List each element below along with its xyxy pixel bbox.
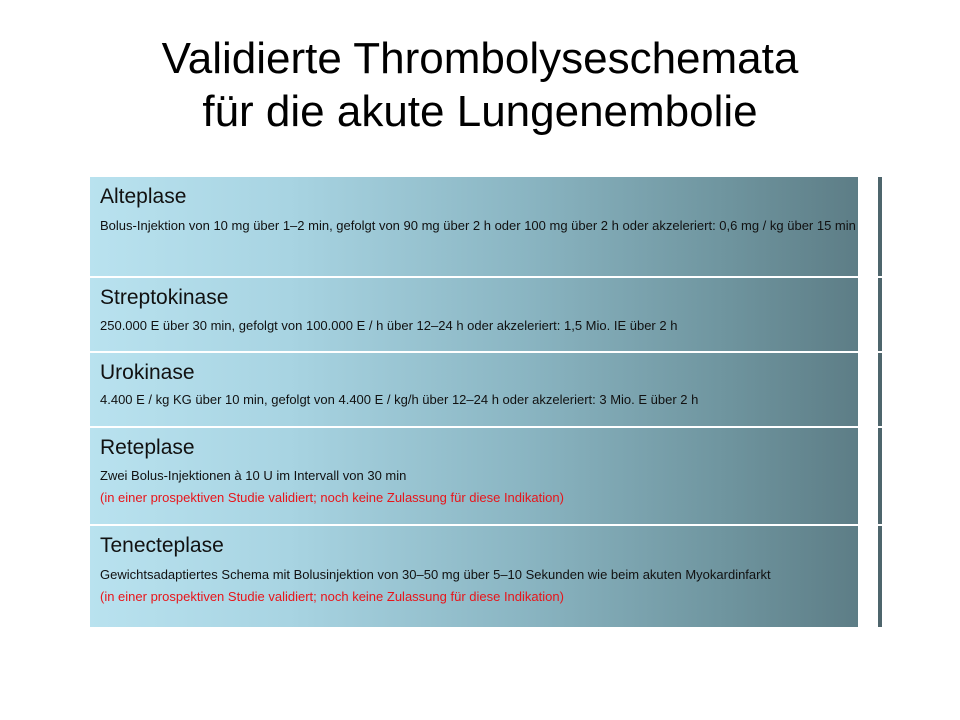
slide-title-line-1: Validierte Thrombolyseschemata [161, 34, 799, 83]
schema-row-reteplase [90, 428, 882, 524]
drug-dosage-text: 250.000 E über 30 min, gefolgt von 100.000 E / h über 12–24 h oder akzeleriert: 1,5 Mio. IE über 2 h [100, 318, 678, 333]
drug-name: Tenecteplase [100, 534, 224, 557]
drug-dosage-text: 4.400 E / kg KG über 10 min, gefolgt von 4.400 E / kg/h über 12–24 h oder akzeleriert: 3 Mio. E über 2 h [100, 392, 699, 407]
drug-dosage-text: Zwei Bolus-Injektionen à 10 U im Intervall von 30 min [100, 468, 407, 483]
schema-row-tenecteplase [90, 526, 882, 627]
drug-dosage-text: Bolus-Injektion von 10 mg über 1–2 min, gefolgt von 90 mg über 2 h oder 100 mg über 2 h oder akzeleriert: 0,6 mg / kg über 15 min [100, 218, 856, 233]
slide-title [0, 32, 960, 138]
thrombolysis-schema-table [90, 177, 882, 627]
drug-dosage-text: Gewichtsadaptiertes Schema mit Bolusinjektion von 30–50 mg über 5–10 Sekunden wie beim akuten Myokardinfarkt [100, 567, 771, 582]
slide-title-line-2: für die akute Lungenembolie [202, 87, 758, 136]
drug-name: Alteplase [100, 185, 187, 208]
drug-name: Streptokinase [100, 286, 229, 309]
schema-row-urokinase [90, 353, 882, 426]
drug-name: Reteplase [100, 436, 195, 459]
drug-approval-note: (in einer prospektiven Studie validiert; noch keine Zulassung für diese Indikation) [100, 490, 564, 505]
drug-approval-note: (in einer prospektiven Studie validiert; noch keine Zulassung für diese Indikation) [100, 589, 564, 604]
schema-row-streptokinase [90, 278, 882, 351]
schema-row-alteplase [90, 177, 882, 276]
drug-name: Urokinase [100, 361, 195, 384]
